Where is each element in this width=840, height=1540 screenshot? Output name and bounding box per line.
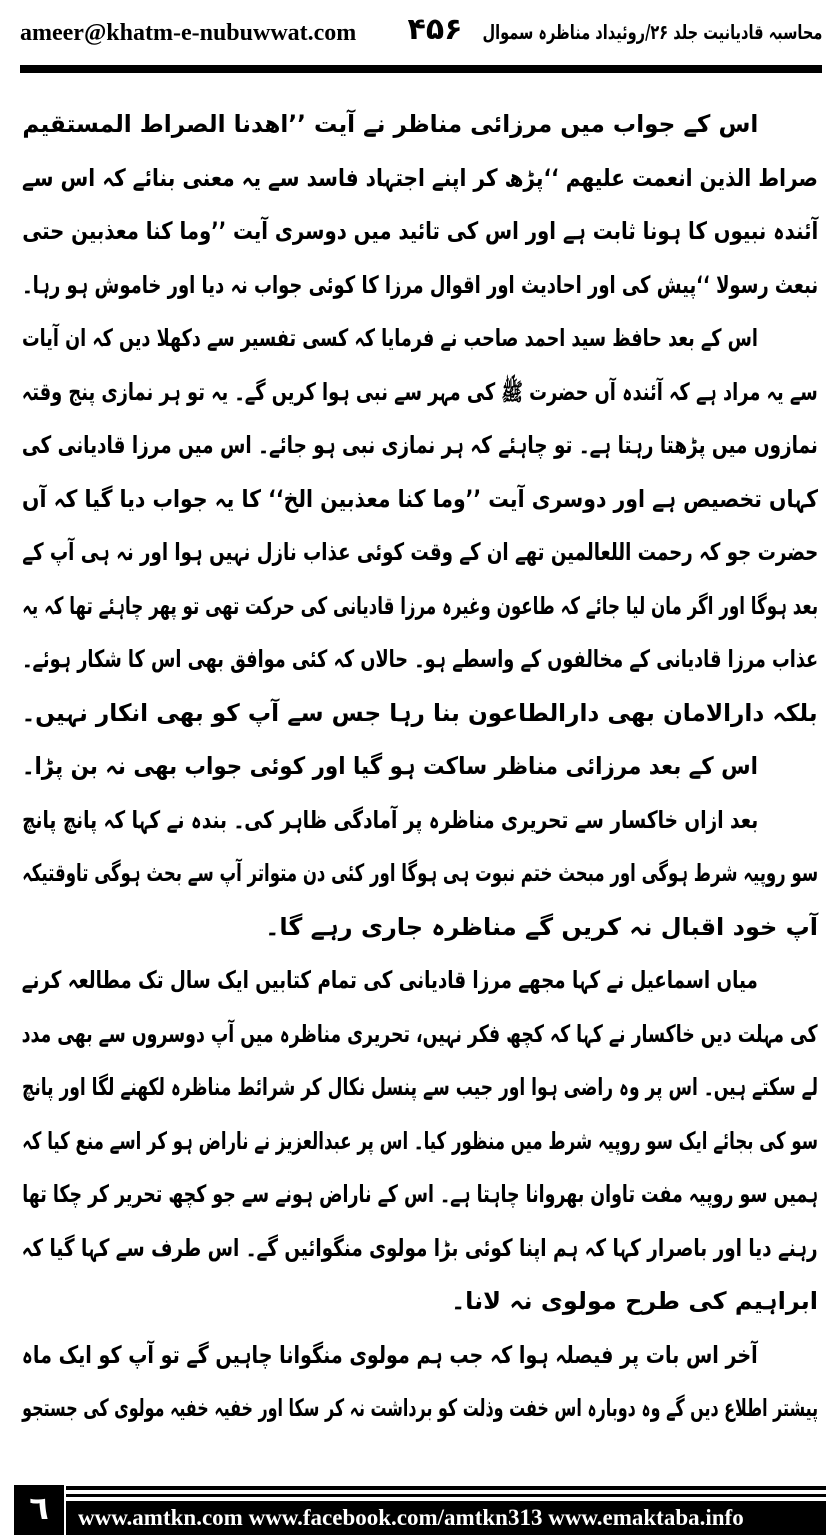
- text-line: رہنے دیا اور باصرار کہا کہ ہم اپنا کوئی بڑا مولوی منگوائیں گے۔ اس طرف سے کہا گیا کہ: [21, 1233, 818, 1262]
- header-divider: [20, 65, 822, 73]
- book-title: محاسبہ قادیانیت جلد ۲۶/روئیداد مناظرہ سموال: [482, 20, 822, 44]
- footer-links: www.amtkn.com www.facebook.com/amtkn313 www.emaktaba.info: [66, 1501, 826, 1535]
- page-header: [20, 12, 822, 56]
- text-line: نمازوں میں پڑھتا رہتا ہے۔ تو چاہئے کہ ہر نمازی نبی ہو جائے۔ اس میں مرزا قادیانی کی: [22, 431, 818, 459]
- footer-rule: [66, 1494, 826, 1497]
- text-line: حضرت جو کہ رحمت اللعالمین تھے ان کے وقت کوئی عذاب نازل نہیں ہوا اور نہ ہی آپ کے: [22, 538, 818, 566]
- email-address: ameer@khatm-e-nubuwwat.com: [20, 20, 357, 46]
- text-line: سو روپیہ شرط ہوگی اور مبحث ختم نبوت ہی ہوگا اور کئی دن متواتر آپ سے بحث ہوگی تاوقتیکہ: [22, 859, 818, 887]
- footer-page-number: ٦: [14, 1485, 64, 1535]
- page-body: [22, 98, 818, 1436]
- page-number: ۴۵۶: [407, 12, 463, 47]
- text-line: میاں اسماعیل نے کہا مجھے مرزا قادیانی کی تمام کتابیں ایک سال تک مطالعہ کرنے: [21, 966, 758, 994]
- text-line: کہاں تخصیص ہے اور دوسری آیت ’’وما کنا معذبین الخ‘‘ کا یہ جواب دیا گیا کہ آں: [22, 484, 818, 513]
- text-line: سو کی بجائے ایک سو روپیہ شرط میں منظور کیا۔ اس پر عبدالعزیز نے ناراض ہو کر اسے منع کیا کہ: [22, 1126, 818, 1155]
- footer-rule: [66, 1486, 826, 1490]
- page-footer: [14, 1485, 826, 1535]
- text-line: لے سکتے ہیں۔ اس پر وہ راضی ہوا اور جیب سے پنسل نکال کر شرائط مناظرہ لکھنے لگا اور پانچ: [21, 1073, 818, 1101]
- text-line: بلکہ دارالامان بھی دارالطاعون بنا رہا جس سے آپ کو بھی انکار نہیں۔: [21, 698, 818, 727]
- text-line: آپ خود اقبال نہ کریں گے مناظرہ جاری رہے گا۔: [265, 912, 818, 941]
- text-line: ہمیں سو روپیہ مفت تاوان بھروانا چاہتا ہے۔ اس کے ناراض ہونے سے جو کچھ تحریر کر چکا تھا: [22, 1180, 818, 1208]
- text-line: بعد ازاں خاکسار سے تحریری مناظرہ پر آمادگی ظاہر کی۔ بندہ نے کہا کہ پانچ پانچ: [21, 805, 758, 834]
- text-line: سے یہ مراد ہے کہ آئندہ آں حضرت ﷺ کی مہر سے نبی ہوا کریں گے۔ یہ تو ہر نمازی پنج وقتہ: [22, 377, 818, 406]
- text-line: آئندہ نبیوں کا ہونا ثابت ہے اور اس کی تائید میں دوسری آیت ’’وما کنا معذبین حتی: [22, 217, 818, 245]
- text-line: نبعث رسولا ‘‘پیش کی اور احادیث اور اقوال مرزا کا کوئی جواب نہ دیا اور خاموش ہو رہا۔: [22, 270, 818, 299]
- text-line: آخر اس بات پر فیصلہ ہوا کہ جب ہم مولوی منگوانا چاہیں گے تو آپ کو ایک ماہ: [22, 1340, 758, 1369]
- text-line: بعد ہوگا اور اگر مان لیا جائے کہ طاعون وغیرہ مرزا قادیانی کی حرکت تھی تو پھر چاہئے تھا کہ یہ: [22, 591, 818, 620]
- text-line: صراط الذین انعمت علیھم ‘‘پڑھ کر اپنے اجتہاد فاسد سے یہ معنی بنائے کہ اس سے: [22, 163, 818, 192]
- text-line: پیشتر اطلاع دیں گے وہ دوبارہ اس خفت وذلت کو برداشت نہ کر سکا اور خفیہ خفیہ مولوی کی جستجو: [22, 1394, 818, 1422]
- text-line: ابراہیم کی طرح مولوی نہ لانا۔: [451, 1287, 818, 1315]
- text-line: کی مہلت دیں خاکسار نے کہا کہ کچھ فکر نہیں، تحریری مناظرہ میں آپ دوسروں سے بھی مدد: [21, 1019, 818, 1048]
- text-line: اس کے جواب میں مرزائی مناظر نے آیت ’’اھدنا الصراط المستقیم: [22, 110, 758, 138]
- text-line: عذاب مرزا قادیانی کے مخالفوں کے واسطے ہو۔ حالاں کہ کئی موافق بھی اس کا شکار ہوئے۔: [22, 645, 818, 673]
- text-line: اس کے بعد مرزائی مناظر ساکت ہو گیا اور کوئی جواب بھی نہ بن پڑا۔: [22, 752, 758, 780]
- text-line: اس کے بعد حافظ سید احمد صاحب نے فرمایا کہ کسی تفسیر سے دکھلا دیں کہ ان آیات: [22, 324, 758, 352]
